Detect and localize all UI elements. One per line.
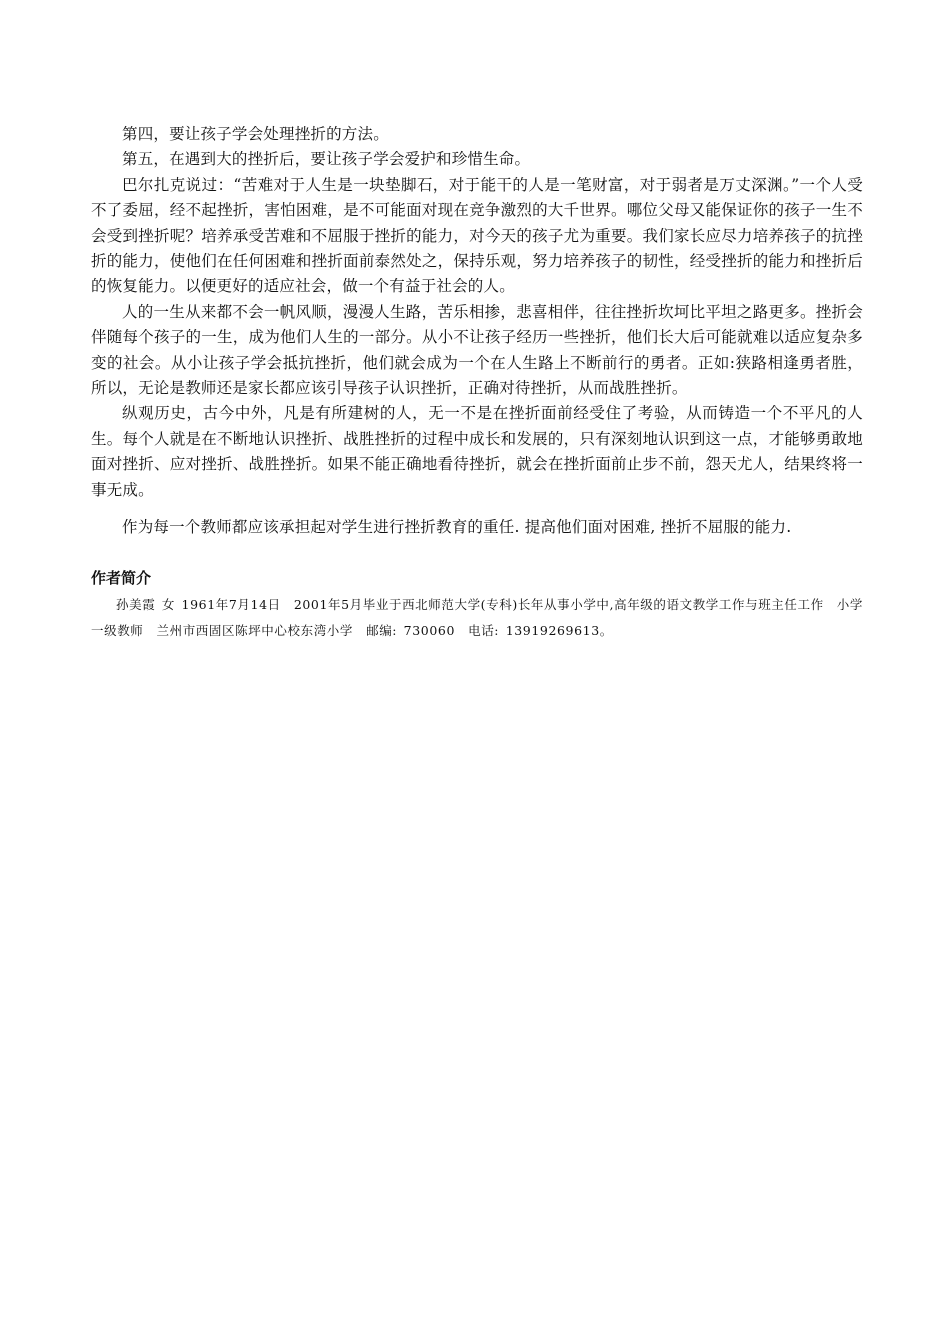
author-heading: 作者简介 bbox=[91, 568, 152, 587]
closing-statement: 作为每一个教师都应该承担起对学生进行挫折教育的重任. 提高他们面对困难, 挫折不屈服的能力. bbox=[122, 518, 792, 537]
paragraph-life-path: 人的一生从来都不会一帆风顺，漫漫人生路，苦乐相掺，悲喜相伴，往往挫折坎坷比平坦之路更多。挫折会伴随每个孩子的一生，成为他们人生的一部分。从小不让孩子经历一些挫折，他们长大后可能就难以适应复杂多变的社会。从小让孩子学会抵抗挫折，他们就会成为一个在人生路上不断前行的勇者。正如:狭路相逢勇者胜，所以，无论是教师还是家长都应该引导孩子认识挫折，正确对待挫折，从而战胜挫折。 bbox=[91, 302, 863, 398]
document-page bbox=[91, 122, 863, 644]
article-body bbox=[91, 122, 863, 541]
paragraph-history: 纵观历史，古今中外，凡是有所建树的人，无一不是在挫折面前经受住了考验，从而铸造一个不平凡的人生。每个人就是在不断地认识挫折、战胜挫折的过程中成长和发展的，只有深刻地认识到这一点，才能够勇敢地面对挫折、应对挫折、战胜挫折。如果不能正确地看待挫折，就会在挫折面前止步不前，怨天尤人，结果终将一事无成。 bbox=[91, 404, 863, 499]
paragraph-balzac-quote: 巴尔扎克说过：“苦难对于人生是一块垫脚石，对于能干的人是一笔财富，对于弱者是万丈深渊。”一个人受不了委屈，经不起挫折，害怕困难，是不可能面对现在竞争激烈的大千世界。哪位父母又能保证你的孩子一生不会受到挫折呢？培养承受苦难和不屈服于挫折的能力，对今天的孩子尤为重要。我们家长应尽力培养孩子的抗挫折的能力，使他们在任何困难和挫折面前泰然处之，保持乐观，努力培养孩子的韧性，经受挫折的能力和挫折后的恢复能力。以便更好的适应社会，做一个有益于社会的人。 bbox=[91, 175, 863, 296]
paragraph-point-five: 第五，在遇到大的挫折后，要让孩子学会爱护和珍惜生命。 bbox=[122, 150, 531, 169]
paragraph-point-four: 第四，要让孩子学会处理挫折的方法。 bbox=[122, 125, 389, 143]
author-bio: 孙美霞 女 1961年7月14日 2001年5月毕业于西北师范大学(专科)长年从事小学中,高年级的语文教学工作与班主任工作 小学一级教师 兰州市西固区陈坪中心校东湾小学 邮编: 730060 电话: 13919269613。 bbox=[91, 596, 864, 638]
